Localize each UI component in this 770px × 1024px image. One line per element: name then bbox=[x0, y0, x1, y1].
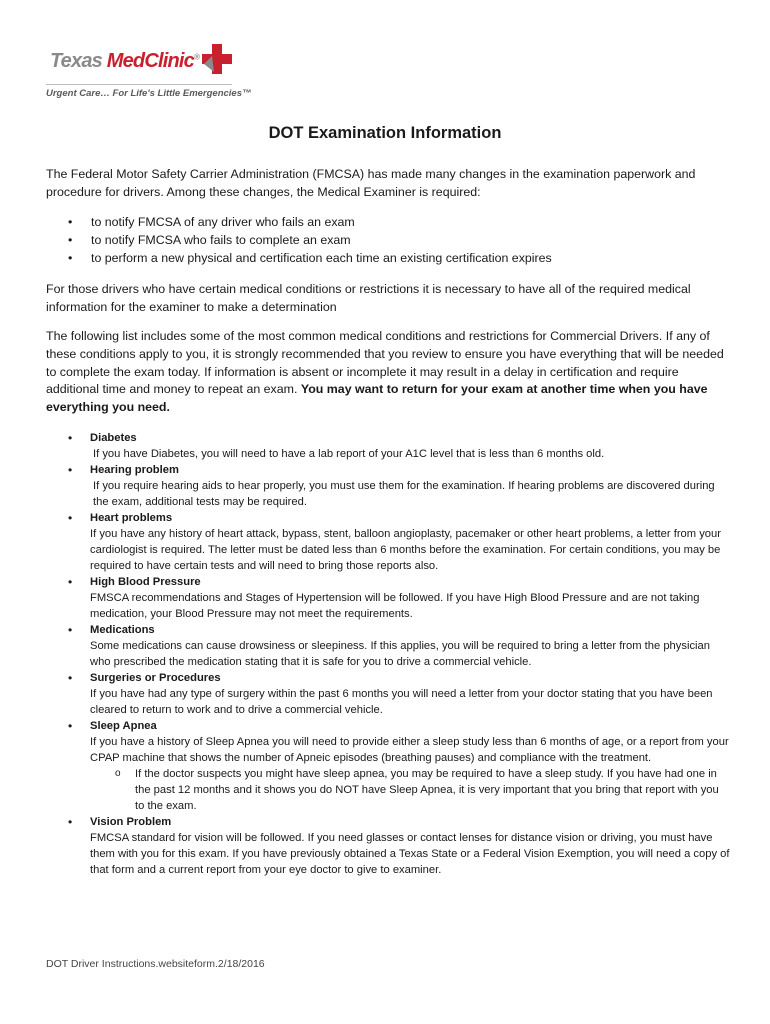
logo-tagline: Urgent Care… For Life's Little Emergencies™ bbox=[46, 88, 252, 99]
condition-heart bbox=[46, 510, 730, 574]
condition-title: • Surgeries or Procedures bbox=[90, 672, 221, 685]
condition-hearing bbox=[46, 462, 730, 510]
condition-surgeries bbox=[46, 670, 730, 718]
condition-title: • High Blood Pressure bbox=[90, 576, 201, 589]
intro-paragraph: The Federal Motor Safety Carrier Administration (FMCSA) has made many changes in the examination paperwork and procedure for drivers. Among these changes, the Medical Examiner is required: bbox=[46, 167, 696, 199]
condition-blood-pressure bbox=[46, 574, 730, 622]
recommendation-paragraph: The following list includes some of the most common medical conditions and restrictions for Commercial Drivers. If any of these conditions apply to you, it is strongly recommended that you review to ensure you have everything that will be needed to complete the exam today. If information is absent or incomplete it may result in a delay in certification and require additional time and money to repeat an exam. You may want to return for your exam at another time when you have everything you need. bbox=[46, 329, 724, 414]
condition-sleep-apnea bbox=[46, 718, 730, 814]
logo-divider bbox=[46, 84, 232, 85]
conditions-intro-paragraph: For those drivers who have certain medical conditions or restrictions it is necessary to have all of the required medical information for the examiner to make a determination bbox=[46, 282, 691, 314]
logo-wordmark: Texas MedClinic® bbox=[50, 50, 200, 72]
condition-title: • Hearing problem bbox=[90, 464, 179, 477]
document-body bbox=[46, 166, 730, 878]
list-item: • to notify FMCSA of any driver who fails an exam bbox=[46, 213, 730, 231]
page-title: DOT Examination Information bbox=[268, 124, 502, 142]
condition-vision bbox=[46, 814, 730, 878]
condition-title: • Medications bbox=[90, 624, 155, 637]
texas-medclinic-logo bbox=[44, 40, 252, 104]
condition-medications bbox=[46, 622, 730, 670]
list-item: • to notify FMCSA who fails to complete an exam bbox=[46, 231, 730, 249]
condition-title: • Heart problems bbox=[90, 512, 173, 525]
condition-text: FMSCA recommendations and Stages of Hypertension will be followed. If you have High Blood Pressure and are not taking medication, your Blood Pressure may not meet the requirements. bbox=[90, 592, 700, 621]
condition-title: • Diabetes bbox=[90, 432, 137, 445]
condition-text: If you have any history of heart attack, bypass, stent, balloon angioplasty, pacemaker or other heart problems, a letter from your cardiologist is required. The letter must be dated less than 6 months before the examination. For certain conditions, you may be required to have certain tests and will need to bring those reports also. bbox=[90, 528, 721, 573]
medical-conditions-list bbox=[46, 430, 730, 878]
condition-diabetes bbox=[46, 430, 730, 462]
condition-text: If you have Diabetes, you will need to have a lab report of your A1C level that is less than 6 months old. bbox=[93, 448, 605, 461]
medical-cross-icon bbox=[200, 42, 234, 76]
condition-text: If you have a history of Sleep Apnea you will need to provide either a sleep study less than 6 months of age, or a report from your CPAP machine that shows the number of Apneic episodes (breathing pauses) and compliance with the treatment. bbox=[90, 736, 729, 765]
list-item: • to perform a new physical and certification each time an existing certification expires bbox=[46, 249, 730, 267]
sleep-apnea-sublist bbox=[90, 766, 730, 814]
condition-text: Some medications can cause drowsiness or sleepiness. If this applies, you will be required to bring a letter from the physician who prescribed the medication stating that it is safe for you to drive a commercial vehicle. bbox=[90, 640, 710, 669]
condition-title: • Sleep Apnea bbox=[90, 720, 157, 733]
document-footer: DOT Driver Instructions.websiteform.2/18/2016 bbox=[46, 958, 265, 970]
condition-text: If you require hearing aids to hear properly, you must use them for the examination. If hearing problems are discovered during the exam, additional tests may be required. bbox=[93, 480, 715, 509]
condition-text: If you have had any type of surgery within the past 6 months you will need a letter from your doctor stating that you have been cleared to return to work and to drive a commercial vehicle. bbox=[90, 688, 713, 717]
sub-list-item: o If the doctor suspects you might have sleep apnea, you may be required to have a sleep study. If you have had one in the past 12 months and it shows you do NOT have Sleep Apnea, it is very important that you bring that report with you to the exam. bbox=[90, 766, 730, 814]
condition-text: FMCSA standard for vision will be followed. If you need glasses or contact lenses for distance vision or driving, you must have them with you for this exam. If you have previously obtained a Texas State or a Federal Vision Exemption, you will need a copy of that form and a current report from your eye doctor to give to examiner. bbox=[90, 832, 730, 877]
condition-title: • Vision Problem bbox=[90, 816, 172, 829]
requirements-list bbox=[46, 213, 730, 267]
return-later-note: You may want to return for your exam at another time when you have everything you need. bbox=[46, 382, 708, 414]
